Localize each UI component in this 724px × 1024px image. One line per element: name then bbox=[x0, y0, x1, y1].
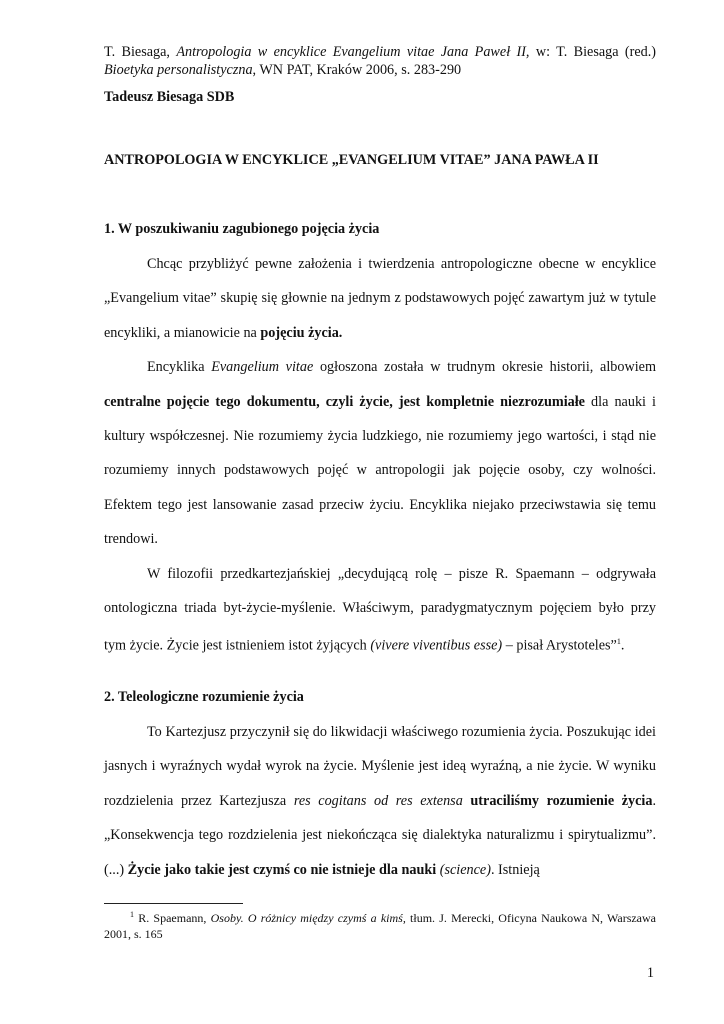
citation-header bbox=[104, 43, 656, 79]
paragraph: Chcąc przybliżyć pewne założenia i twierdzenia antropologiczne obecne w encyklice „Evangelium vitae” skupię się głownie na jednym z podstawowych pojęć zawartym już w tytule encykliki, a mianowicie na pojęciu życia. bbox=[104, 256, 656, 341]
footnote-number: 1 bbox=[130, 910, 134, 919]
paragraph: To Kartezjusz przyczynił się do likwidacji właściwego rozumienia życia. Poszukując idei jasnych i wyraźnych wydał wyrok na życie. Myślenie jest ideą wyraźną, a nie życie. W wyniku rozdzielenia przez Kartezjusza res cogitans od res extensa utraciliśmy rozumienie życia. „Konsekwencja tego rozdzielenia jest niekończąca się dialektyka naturalizmu i spirytualizmu”. (...) Życie jako takie jest czymś co nie istnieje dla nauki (science). Istnieją bbox=[104, 724, 657, 878]
paragraph: W filozofii przedkartezjańskiej „decydującą rolę – pisze R. Spaemann – odgrywała ontologiczna triada byt-życie-myślenie. Właściwym, paradygmatycznym pojęciem było przy tym życie. Życie jest istnieniem istot żyjących (vivere viventibus esse) – pisał Arystoteles”$^1$. bbox=[104, 565, 656, 655]
section-2-body bbox=[104, 715, 656, 887]
paragraph: Encyklika Evangelium vitae ogłoszona została w trudnym okresie historii, albowiem centralne pojęcie tego dokumentu, czyli życie, jest kompletnie niezrozumiałe dla nauki i kultury współczesnej. Nie rozumiemy życia ludzkiego, nie rozumiemy jego wartości, i stąd nie rozumiemy innych podstawowych pojęć w antropologii jak pojęcie osoby, czy wolności. Efektem tego jest lansowanie zasad przeciw życiu. Encyklika niejako przeciwstawia się temu trendowi. bbox=[104, 359, 656, 548]
section-2-heading: 2. Teleologiczne rozumienie życia bbox=[104, 689, 304, 705]
author-name: Tadeusz Biesaga SDB bbox=[104, 89, 235, 105]
citation-book-title: Antropologia w encyklice Evangelium vitae Jana Paweł II, bbox=[176, 44, 530, 60]
citation-volume-title: Bioetyka personalistyczna bbox=[104, 62, 253, 78]
footnote: $^1$ R. Spaemann, Osoby. O różnicy między czymś a kimś, tłum. J. Merecki, Oficyna Naukowa N, Warszawa 2001, s. 165 bbox=[104, 910, 657, 941]
citation-publisher: , WN PAT, Kraków 2006, s. 283-290 bbox=[252, 62, 462, 78]
section-1-heading: 1. W poszukiwaniu zagubionego pojęcia życia bbox=[104, 221, 380, 237]
citation-author: T. Biesaga, bbox=[104, 44, 177, 60]
citation-editor: w: T. Biesaga (red.) bbox=[529, 44, 656, 60]
footnote-ref[interactable]: 1 bbox=[616, 637, 621, 647]
document-title: ANTROPOLOGIA W ENCYKLICE „EVANGELIUM VITAE” JANA PAWŁA II bbox=[104, 152, 599, 168]
section-1-body bbox=[104, 247, 656, 664]
footnote-separator bbox=[104, 903, 243, 904]
page-number: 1 bbox=[646, 965, 654, 981]
